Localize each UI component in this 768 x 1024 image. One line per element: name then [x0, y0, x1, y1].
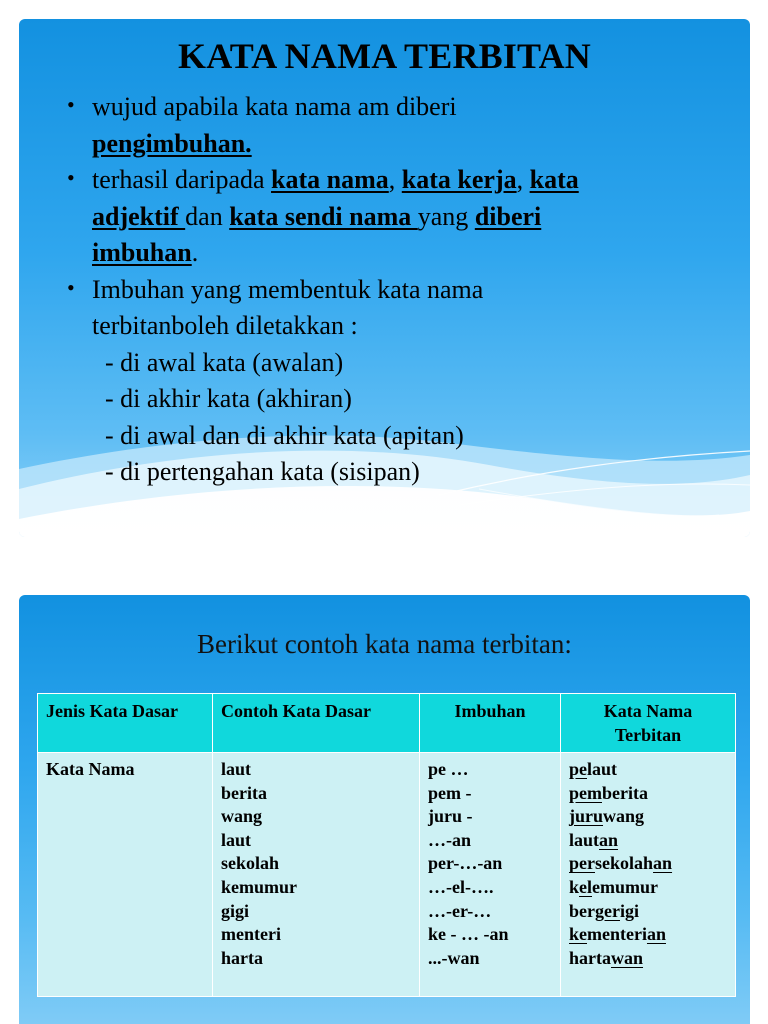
cell-line: ke - … -an: [428, 924, 509, 945]
slide-kata-nama-terbitan: [19, 19, 750, 537]
bullet-text: dan: [185, 201, 230, 231]
emphasized-term: adjektif: [92, 201, 186, 231]
affix-segment: el: [579, 876, 593, 897]
derived-word: [569, 805, 727, 829]
bullet-text: Imbuhan yang membentuk kata nama: [92, 274, 484, 304]
emphasized-term: diberi: [474, 201, 542, 231]
cell-line: pem -: [428, 782, 472, 803]
cell-line: …-er-…: [428, 900, 492, 921]
bullet-text: ,: [516, 165, 530, 194]
root-segment: wang: [603, 806, 645, 827]
cell-line: sekolah: [221, 853, 280, 874]
cell-line: laut: [221, 759, 252, 779]
root-segment: ber: [569, 900, 595, 921]
affix-segment: juru: [569, 806, 604, 827]
dash-item: - di awal dan di akhir kata (apitan): [105, 420, 464, 450]
emphasized-term: imbuhan: [92, 238, 192, 267]
bullet-item: [67, 272, 737, 345]
emphasized-term: kata sendi nama: [229, 201, 418, 231]
affix-segment: ger: [595, 900, 620, 921]
bullet-text: ,: [388, 165, 402, 194]
root-segment: berita: [602, 782, 648, 803]
root-segment: igi: [619, 900, 639, 921]
cell-contoh: [213, 753, 420, 997]
dash-item: - di pertengahan kata (sisipan): [105, 457, 420, 486]
slide-subtitle: Berikut contoh kata nama terbitan:: [197, 629, 572, 659]
bullet-text: terbitanboleh diletakkan :: [92, 311, 358, 340]
derived-word: [569, 900, 727, 924]
cell-terbitan: [561, 753, 736, 997]
root-segment: harta: [569, 947, 611, 968]
bullet-text: yang: [417, 201, 475, 231]
derived-word: [569, 923, 727, 947]
root-segment: k: [569, 876, 580, 897]
cell-line: menteri: [221, 924, 281, 945]
affix-segment: wan: [611, 947, 644, 968]
bullet-text: .: [191, 238, 199, 267]
bullet-item: [67, 89, 737, 162]
emphasized-term: pengimbuhan.: [92, 128, 252, 158]
cell-line: …-an: [428, 829, 472, 850]
cell-line: wang: [221, 806, 263, 827]
affix-segment: an: [599, 829, 619, 850]
cell-line: berita: [221, 782, 267, 803]
affix-segment: an: [646, 924, 666, 945]
bullet-dot-icon: •: [67, 274, 75, 300]
bullets-container: [67, 89, 737, 345]
cell-line: …-el-….: [428, 876, 494, 897]
root-segment: sekolah: [595, 853, 654, 874]
derived-word: [569, 829, 727, 853]
bullet-dot-icon: •: [67, 92, 75, 117]
header-imbuhan: Imbuhan: [420, 694, 561, 753]
cell-line: harta: [221, 947, 263, 968]
root-segment: laut: [587, 759, 618, 779]
derived-word: [569, 852, 727, 876]
emphasized-term: kata kerja: [401, 165, 517, 194]
derived-word: [569, 876, 727, 900]
root-segment: menteri: [587, 924, 647, 945]
dash-item: - di akhir kata (akhiran): [105, 384, 352, 413]
cell-line: juru -: [428, 806, 473, 827]
header-terbitan: Kata Nama Terbitan: [561, 694, 736, 753]
examples-table: [37, 693, 736, 997]
emphasized-term: kata: [529, 165, 579, 194]
affix-segment: pe: [569, 759, 587, 779]
emphasized-term: kata nama: [271, 165, 389, 194]
bullet-list: [67, 89, 737, 491]
bullet-item: [67, 162, 737, 272]
header-jenis: Jenis Kata Dasar: [38, 694, 213, 753]
cell-jenis: Kata Nama: [38, 753, 213, 997]
table-header-row: [38, 694, 736, 753]
slide-title: KATA NAMA TERBITAN: [178, 36, 591, 76]
affix-segment: pem: [569, 782, 602, 803]
derived-word: [569, 782, 727, 806]
derived-word: [569, 758, 727, 782]
table-row: [38, 753, 736, 997]
bullet-dot-icon: •: [67, 165, 75, 190]
header-contoh: Contoh Kata Dasar: [213, 694, 420, 753]
affix-segment: ke: [569, 924, 587, 945]
dash-list: [67, 345, 737, 491]
cell-line: laut: [221, 829, 252, 850]
cell-line: kemumur: [221, 876, 297, 897]
bullet-text: wujud apabila kata nama am diberi: [92, 92, 457, 121]
cell-line: ...-wan: [428, 947, 480, 968]
affix-segment: per: [569, 853, 595, 874]
bullet-text: terhasil daripada: [92, 165, 272, 194]
dash-item: - di awal kata (awalan): [105, 347, 344, 377]
root-segment: emumur: [592, 876, 659, 897]
cell-line: pe …: [428, 759, 469, 779]
slide-contoh-kata-nama: [19, 595, 750, 1024]
derived-word: [569, 947, 727, 971]
root-segment: laut: [569, 829, 600, 850]
affix-segment: an: [653, 853, 673, 874]
cell-line: per-…-an: [428, 853, 503, 874]
cell-line: gigi: [221, 900, 250, 921]
cell-imbuhan: [420, 753, 561, 997]
